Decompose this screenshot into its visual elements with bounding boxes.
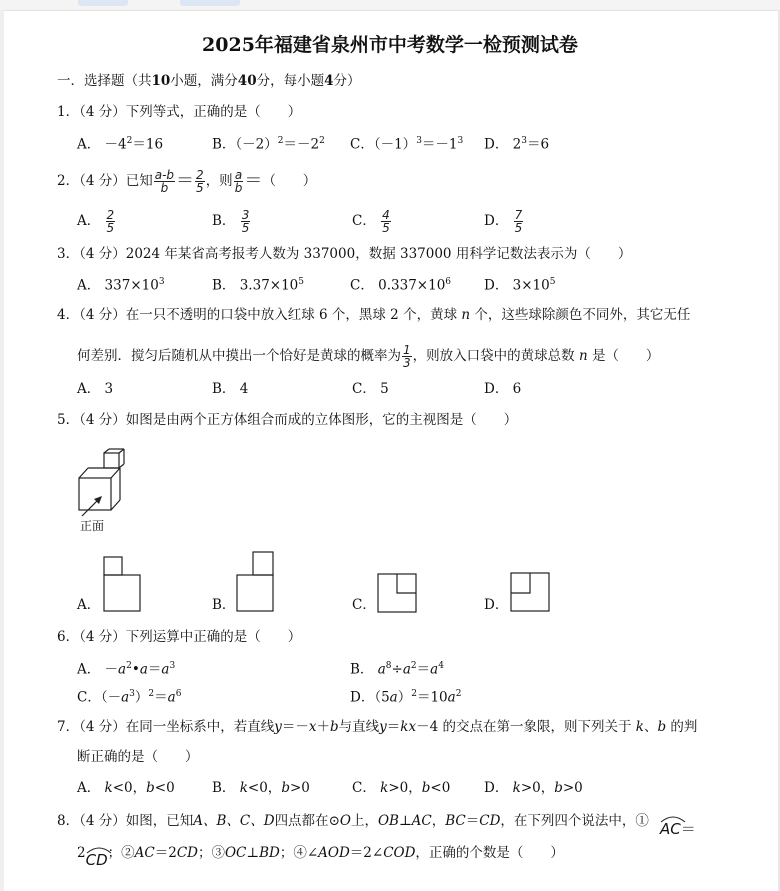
question-2-option-b[interactable]: B． $\frac{3}{5}$	[212, 208, 250, 235]
front-view-label: 正面	[80, 519, 105, 533]
question-3-stem: 3．（4 分）2024 年某省高考报考人数为 337000，数据 337000 用科学记数法表示为（ ）	[57, 246, 632, 262]
question-7-stem-line-1: 7．（4 分）在同一坐标系中，若直线y＝－x＋b与直线y＝kx－4 的交点在第一象限，则下列关于 k、b 的判	[57, 719, 698, 735]
question-7-option-c[interactable]: C． k>0，b<0	[352, 780, 451, 796]
question-3-option-d[interactable]: D． $3\times 10^5$	[484, 277, 556, 294]
question-1-option-c[interactable]: C．$(-1)^3=-1^3$	[350, 136, 464, 153]
question-5-stem: 5．（4 分）如图是由两个正方体组合而成的立体图形，它的主视图是（ ）	[57, 412, 518, 428]
question-8-stem-line-2: 2 CD；②AC＝2CD；③OC⊥BD；④∠AOD＝2∠COD，正确的个数是（ ）	[77, 845, 564, 869]
question-2-option-d[interactable]: D． $\frac{7}{5}$	[484, 208, 523, 235]
question-6-option-d[interactable]: D．$(5a)^2=10a^2$	[350, 689, 462, 706]
question-1-option-a[interactable]: A． $-4^2=16$	[77, 136, 164, 153]
option-b-figure	[236, 551, 276, 614]
option-c-figure	[377, 573, 419, 615]
question-7-option-a[interactable]: A． k<0，b<0	[77, 780, 175, 796]
toolbar-tab[interactable]	[180, 0, 240, 6]
page-left-edge	[0, 10, 4, 891]
fraction: $\frac{2}{5}$	[196, 168, 204, 195]
option-d-figure	[510, 572, 552, 614]
fraction: $\frac{1}{3}$	[403, 343, 411, 370]
question-5-option-d-label[interactable]: D．	[484, 597, 509, 613]
question-6-stem: 6．（4 分）下列运算中正确的是（ ）	[57, 629, 302, 645]
question-3-option-c[interactable]: C． $0.337\times 10^6$	[350, 277, 452, 294]
question-4-stem-line-2: 何差别．搅匀后随机从中摸出一个恰好是黄球的概率为 $\frac{1}{3}$ ，则放入口袋中的黄球总数 n 是（ ）	[77, 343, 660, 370]
question-8-stem-line-1: 8．（4 分）如图，已知A、B、C、D四点都在⊙O上，OB⊥AC，BC＝CD，在下列四个说法中，①	[57, 813, 649, 829]
question-6-option-c[interactable]: C．$(-a^3)^2=a^6$	[77, 689, 182, 706]
question-3-option-b[interactable]: B． $3.37\times 10^5$	[212, 277, 305, 294]
question-5-option-c-label[interactable]: C．	[352, 597, 376, 613]
question-4-option-b[interactable]: B． 4	[212, 381, 249, 397]
option-a-figure	[103, 556, 143, 614]
viewer-toolbar	[0, 0, 780, 11]
page-title: 2025年福建省泉州市中考数学一检预测试卷	[202, 34, 578, 56]
section-header: 一．选择题（共10小题，满分40分，每小题4分）	[57, 73, 361, 89]
question-1-option-b[interactable]: B．$(-2)^2=-2^2$	[212, 136, 325, 153]
question-3-option-a[interactable]: A． $337\times 10^3$	[77, 277, 165, 294]
question-7-option-b[interactable]: B． k<0，b>0	[212, 780, 310, 796]
fraction: $\frac{a}{b}$	[234, 168, 243, 195]
question-4-option-c[interactable]: C． 5	[352, 381, 389, 397]
question-4-option-d[interactable]: D． 6	[484, 381, 522, 397]
question-5-option-a-label[interactable]: A．	[77, 597, 101, 613]
question-2-stem: 2．（4 分）已知 $\frac{a-b}{b}$ ＝ $\frac{2}{5}$ ，则 $\frac{a}{b}$ ＝（ ）	[57, 168, 317, 195]
question-4-option-a[interactable]: A． 3	[77, 381, 114, 397]
question-4-stem-line-1: 4．（4 分）在一只不透明的口袋中放入红球 6 个，黑球 2 个，黄球 n 个，这些球除颜色不同外，其它无任	[57, 307, 691, 323]
question-7-stem-line-2: 断正确的是（ ）	[77, 749, 199, 765]
question-6-option-a[interactable]: A． $-a^2•a=a^3$	[77, 661, 176, 678]
arc-ac: AC＝	[660, 820, 696, 838]
question-1-option-d[interactable]: D． $2^3=6$	[484, 136, 550, 153]
question-5-option-b-label[interactable]: B．	[212, 597, 236, 613]
arc-cd: CD	[86, 851, 108, 869]
question-7-option-d[interactable]: D． k>0，b>0	[484, 780, 583, 796]
toolbar-tab[interactable]	[78, 0, 128, 6]
question-6-option-b[interactable]: B． $a^8\div a^2=a^4$	[350, 661, 444, 678]
question-2-option-c[interactable]: C． $\frac{4}{5}$	[352, 208, 390, 235]
question-1-stem: 1．（4 分）下列等式，正确的是（ ）	[57, 104, 302, 120]
fraction: $\frac{a-b}{b}$	[154, 168, 175, 195]
question-2-option-a[interactable]: A． $\frac{2}{5}$	[77, 208, 115, 235]
